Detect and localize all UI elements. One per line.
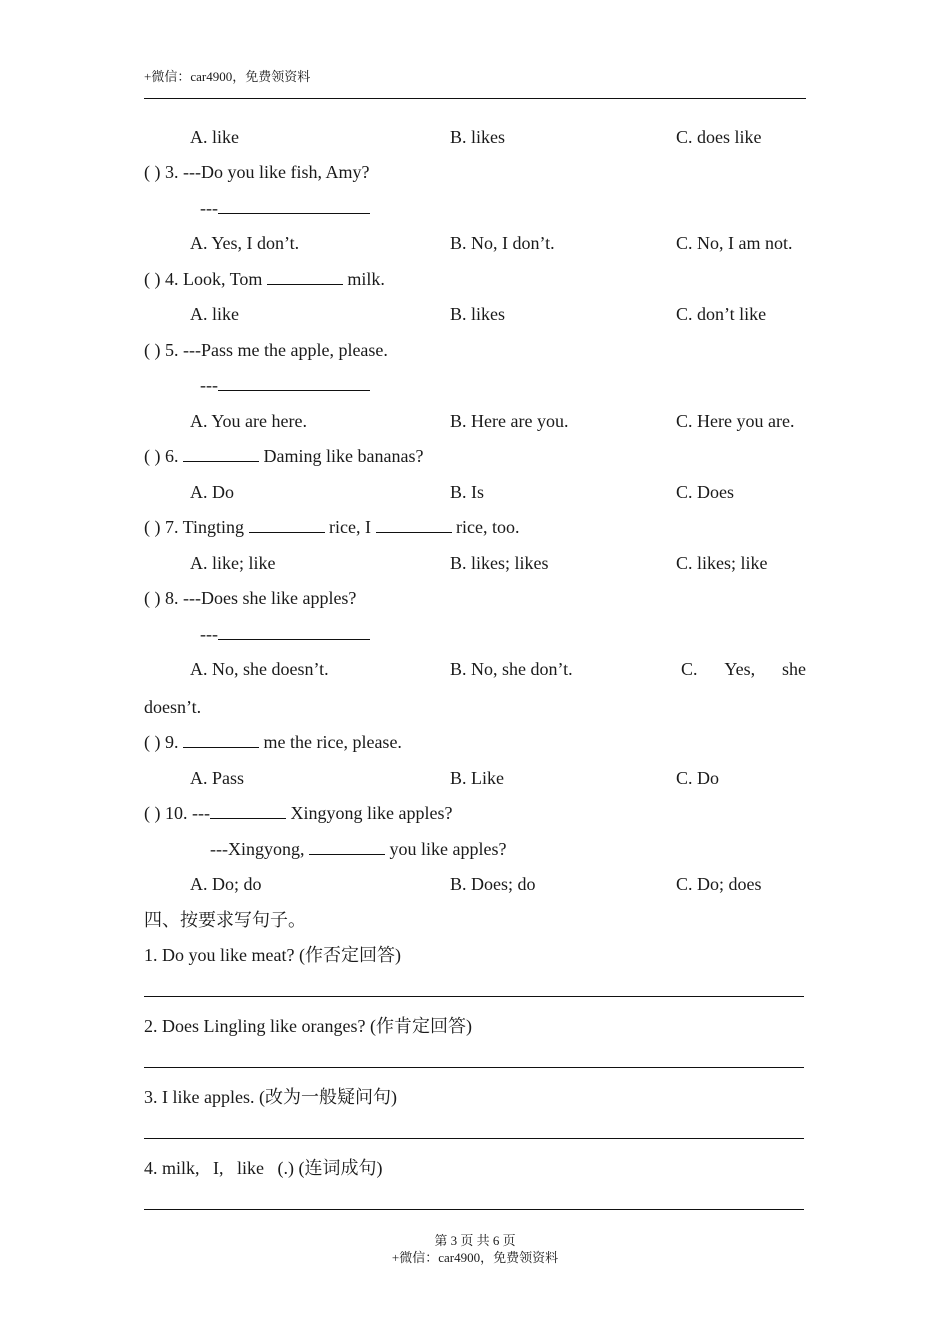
q9-stem-after: me the rice, please. (259, 732, 402, 752)
q7-stem-before: ( ) 7. Tingting (144, 517, 249, 537)
q2-option-c: C. does like (676, 127, 762, 147)
q4-stem (144, 268, 385, 290)
answer-line-1[interactable] (144, 996, 804, 997)
answer-blank[interactable] (218, 197, 370, 214)
answer-blank[interactable] (218, 623, 370, 640)
q5-dialog-prefix: --- (200, 375, 218, 395)
q8-option-c-word2: she (782, 659, 806, 679)
q10-line2-before: ---Xingyong, (210, 839, 309, 859)
q6-option-a: A. Do (190, 482, 234, 502)
q4-option-b: B. likes (450, 304, 506, 324)
q10-line2-after: you like apples? (384, 839, 507, 859)
q7-option-a: A. like; like (190, 553, 276, 573)
answer-blank[interactable] (210, 802, 286, 819)
q5-option-b: B. Here are you. (450, 411, 569, 431)
q2-option-a: A. like (190, 127, 239, 147)
q8-option-c-wrap: doesn’t. (144, 697, 202, 717)
q4-stem-before: ( ) 4. Look, Tom (144, 269, 267, 289)
section4-title: 四、按要求写句子。 (144, 910, 306, 930)
q6-option-b: B. Is (450, 482, 485, 502)
q3-option-b: B. No, I don’t. (450, 233, 555, 253)
q10-stem-before: ( ) 10. --- (144, 803, 210, 823)
q10-option-c: C. Do; does (676, 874, 762, 894)
answer-blank[interactable] (183, 731, 259, 748)
q7-stem (144, 516, 519, 538)
q2-option-b: B. likes (450, 127, 506, 147)
q4-stem-after: milk. (342, 269, 385, 289)
q8-option-a: A. No, she doesn’t. (190, 659, 329, 679)
answer-line-4[interactable] (144, 1209, 804, 1210)
q7-option-b: B. likes; likes (450, 553, 549, 573)
answer-line-2[interactable] (144, 1067, 804, 1068)
q4-option-c: C. don’t like (676, 304, 767, 324)
section4-item-3: 3. I like apples. (改为一般疑问句) (144, 1087, 397, 1107)
q3-option-c: C. No, I am not. (676, 233, 793, 253)
q5-option-a: A. You are here. (190, 411, 307, 431)
q7-stem-after: rice, too. (451, 517, 520, 537)
footer-watermark: +微信：car4900，免费领资料 (391, 1250, 559, 1265)
q6-stem-after: Daming like bananas? (259, 446, 424, 466)
q3-dialog-prefix: --- (200, 198, 218, 218)
q8-dialog-prefix: --- (200, 624, 218, 644)
q7-option-c: C. likes; like (676, 553, 768, 573)
q6-stem-before: ( ) 6. (144, 446, 183, 466)
q7-stem-mid: rice, I (324, 517, 376, 537)
q9-option-c: C. Do (676, 768, 720, 788)
answer-blank[interactable] (309, 838, 385, 855)
page-number: 第 3 页 共 6 页 (434, 1233, 516, 1248)
answer-blank[interactable] (218, 374, 370, 391)
q8-option-c-word1: Yes, (724, 659, 756, 679)
section4-item-2: 2. Does Lingling like oranges? (作肯定回答) (144, 1016, 472, 1036)
q8-option-c (681, 658, 806, 680)
answer-blank[interactable] (376, 516, 452, 533)
q10-stem (144, 802, 452, 824)
answer-line-3[interactable] (144, 1138, 804, 1139)
section4-item-1: 1. Do you like meat? (作否定回答) (144, 945, 401, 965)
q10-option-a: A. Do; do (190, 874, 262, 894)
answer-blank[interactable] (267, 268, 343, 285)
q5-option-c: C. Here you are. (676, 411, 795, 431)
q3-stem: ( ) 3. ---Do you like fish, Amy? (144, 162, 370, 182)
answer-blank[interactable] (249, 516, 325, 533)
q9-stem (144, 731, 402, 753)
q8-stem: ( ) 8. ---Does she like apples? (144, 588, 357, 608)
q9-stem-before: ( ) 9. (144, 732, 183, 752)
q8-option-b: B. No, she don’t. (450, 659, 573, 679)
header-watermark: +微信：car4900，免费领资料 (144, 69, 311, 84)
q9-option-a: A. Pass (190, 768, 245, 788)
q3-answer-line (200, 197, 370, 219)
q5-answer-line (200, 374, 370, 396)
q9-option-b: B. Like (450, 768, 504, 788)
q8-option-c-label: C. (681, 659, 698, 679)
q6-option-c: C. Does (676, 482, 734, 502)
q5-stem: ( ) 5. ---Pass me the apple, please. (144, 340, 388, 360)
q8-answer-line (200, 623, 370, 645)
q4-option-a: A. like (190, 304, 239, 324)
section4-item-4: 4. milk, I, like (.) (连词成句) (144, 1158, 383, 1178)
q10-option-b: B. Does; do (450, 874, 536, 894)
q10-line2 (210, 838, 506, 860)
q6-stem (144, 445, 423, 467)
answer-blank[interactable] (183, 445, 259, 462)
q10-stem-after: Xingyong like apples? (285, 803, 453, 823)
header-rule (144, 98, 806, 99)
q3-option-a: A. Yes, I don’t. (190, 233, 300, 253)
